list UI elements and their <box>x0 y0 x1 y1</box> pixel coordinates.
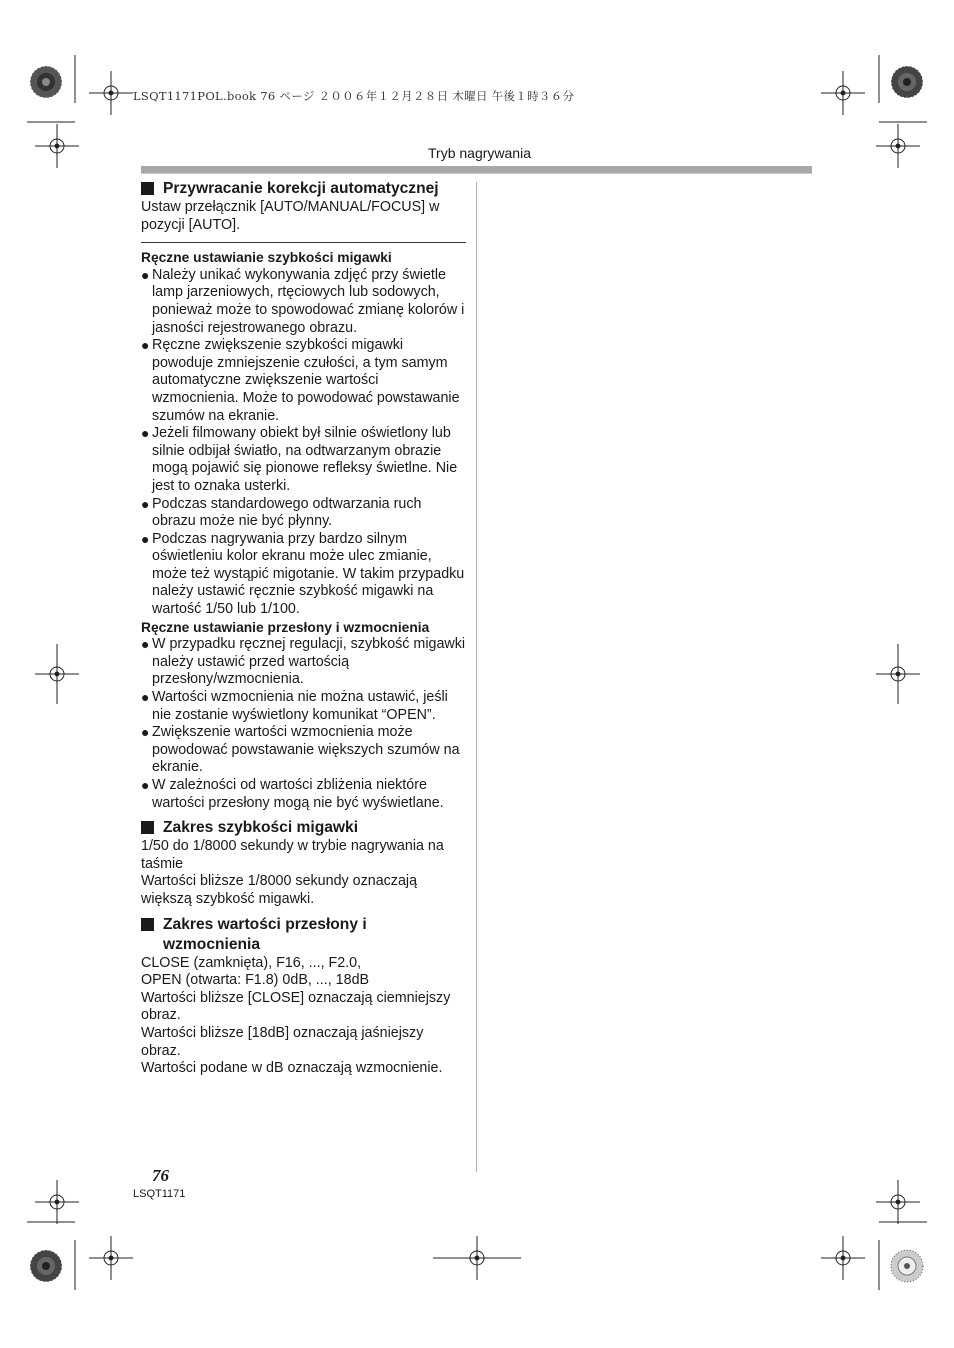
aperture-range-line: Wartości podane w dB oznaczają wzmocnienie. <box>141 1060 443 1077</box>
list-item: ● W zależności od wartości zbliżenia niektóre wartości przesłony mogą nie być wyświetlane. <box>141 777 444 811</box>
bullet-dot-icon: ● <box>141 266 150 283</box>
subheading-shutter-manual: Ręczne ustawianie szybkości migawki <box>141 250 392 266</box>
list-item: ● W przypadku ręcznej regulacji, szybkość migawki należy ustawić przed wartością przesłony/wzmocnienia. <box>141 636 466 688</box>
column-divider <box>476 182 477 1172</box>
list-item: ● Podczas standardowego odtwarzania ruch obrazu może nie być płynny. <box>141 495 422 530</box>
bullet-dot-icon: ● <box>141 636 150 653</box>
aperture-range-line: OPEN (otwarta: F1.8) 0dB, ..., 18dB <box>141 972 370 989</box>
header-bar <box>141 166 812 174</box>
bullet-dot-icon: ● <box>141 495 150 512</box>
shutter-notes-list <box>141 267 466 619</box>
heading-restore: Przywracanie korekcji automatycznej <box>141 179 466 199</box>
square-bullet-icon <box>141 918 154 931</box>
list-item: ● Zwiększenie wartości wzmocnienia może powodować powstawanie większych szumów na ekranie. <box>141 724 460 776</box>
bullet-dot-icon: ● <box>141 530 150 547</box>
section-title: Tryb nagrywania <box>428 145 531 161</box>
aperture-range-line: Wartości bliższe [CLOSE] oznaczają ciemniejszy obraz. <box>141 989 451 1024</box>
bullet-dot-icon: ● <box>141 724 150 741</box>
print-header: LSQT1171POL.book 76 ページ ２００６年１２月２８日 木曜日 午後１時３６分 <box>133 89 575 103</box>
heading-shutter-range: Zakres szybkości migawki <box>141 818 466 838</box>
page-number: 76 <box>152 1166 169 1185</box>
heading-aperture-range: Zakres wartości przesłony i wzmocnienia <box>141 915 466 955</box>
list-item: ● Ręczne zwiększenie szybkości migawki powoduje zmniejszenie czułości, a tym samym automatyczne zwiększenie wartości wzmocnienia. Może to powodować powstawanie szumów na ekranie. <box>141 337 460 424</box>
list-item: ● Jeżeli filmowany obiekt był silnie oświetlony lub silnie odbijał światło, na odtwarzanym obrazie mogą pojawić się pionowe refleksy świetlne. Nie jest to oznaka usterki. <box>141 425 458 494</box>
shutter-range-line: 1/50 do 1/8000 sekundy w trybie nagrywania na taśmie <box>141 838 444 872</box>
square-bullet-icon <box>141 182 154 195</box>
list-item: ● Podczas nagrywania przy bardzo silnym oświetleniu kolor ekranu może ulec zmianie, może też wystąpić migotanie. W takim przypadku należy ustawić ręcznie szybkość migawki na wartość 1/50 lub 1/100. <box>141 530 465 618</box>
divider-rule <box>141 242 466 243</box>
restore-text: Ustaw przełącznik [AUTO/MANUAL/FOCUS] w pozycji [AUTO]. <box>141 199 440 233</box>
list-item: ● Należy unikać wykonywania zdjęć przy świetle lamp jarzeniowych, rtęciowych lub sodowych, ponieważ może to spowodować zmianę kolorów i jasności rejestrowanego obrazu. <box>141 266 465 336</box>
bullet-dot-icon: ● <box>141 337 150 354</box>
square-bullet-icon <box>141 821 154 834</box>
subheading-aperture-manual: Ręczne ustawianie przesłony i wzmocnienia <box>141 619 430 635</box>
list-item: ● Wartości wzmocnienia nie można ustawić, jeśli nie zostanie wyświetlony komunikat “OPEN”. <box>141 689 448 723</box>
aperture-notes-list <box>141 636 466 812</box>
bullet-dot-icon: ● <box>141 425 150 442</box>
aperture-range-line: Wartości bliższe [18dB] oznaczają jaśniejszy obraz. <box>141 1024 424 1059</box>
bullet-dot-icon: ● <box>141 777 150 793</box>
model-code: LSQT1171 <box>133 1188 186 1200</box>
left-column <box>141 179 466 1078</box>
bullet-dot-icon: ● <box>141 689 150 706</box>
shutter-range-line: Wartości bliższe 1/8000 sekundy oznaczają większą szybkość migawki. <box>141 873 418 907</box>
aperture-range-line: CLOSE (zamknięta), F16, ..., F2.0, <box>141 954 362 971</box>
